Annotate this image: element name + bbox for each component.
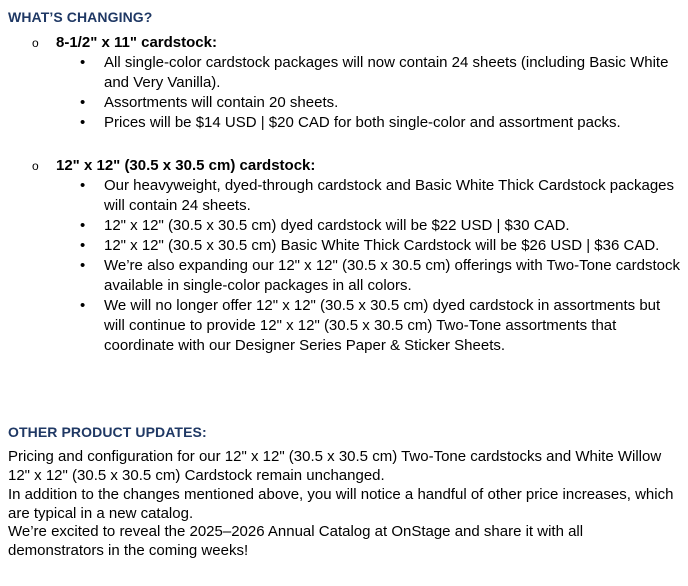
subsection-title: 12" x 12" (30.5 x 30.5 cm) cardstock: xyxy=(56,157,316,174)
list-item xyxy=(0,216,688,236)
list-item-text: Prices will be $14 USD | $20 CAD for both single-color and assortment packs. xyxy=(104,114,621,131)
list-item-text: We’re also expanding our 12" x 12" (30.5 x 30.5 cm) offerings with Two-Tone cardstock available in single-color packages in all colors. xyxy=(104,257,680,294)
bullet-dot-icon: • xyxy=(80,114,86,131)
bullet-dot-icon: • xyxy=(80,257,86,274)
list-item-text: Assortments will contain 20 sheets. xyxy=(104,94,339,111)
subsection-title: 8-1/2" x 11" cardstock: xyxy=(56,34,217,51)
bullet-dot-icon: • xyxy=(80,237,86,254)
list-item xyxy=(0,53,688,93)
list-item-text: We will no longer offer 12" x 12" (30.5 x 30.5 cm) dyed cardstock in assortments but will continue to provide 12" x 12" (30.5 x 30.5 cm) Two-Tone assortments that coordinate with our Designer Series Paper & Sticker Sheets. xyxy=(104,297,661,354)
hollow-bullet-icon: o xyxy=(32,159,39,173)
list-item-text: All single-color cardstock packages will now contain 24 sheets (including Basic White and Very Vanilla). xyxy=(104,54,669,91)
section-heading-whats-changing: WHAT’S CHANGING? xyxy=(8,9,153,25)
list-item xyxy=(0,93,688,113)
list-item-text: 12" x 12" (30.5 x 30.5 cm) dyed cardstock will be $22 USD | $30 CAD. xyxy=(104,217,570,234)
bullet-list-8x11 xyxy=(0,53,688,133)
section-heading-other-product-updates: OTHER PRODUCT UPDATES: xyxy=(8,424,207,440)
bullet-dot-icon: • xyxy=(80,54,86,71)
bullet-dot-icon: • xyxy=(80,177,86,194)
paragraph-price-increases: In addition to the changes mentioned above, you will notice a handful of other price increases, which are typical in a new catalog. xyxy=(8,486,674,522)
bullet-dot-icon: • xyxy=(80,297,86,314)
bullet-dot-icon: • xyxy=(80,217,86,234)
bullet-dot-icon: • xyxy=(80,94,86,111)
bullet-list-12x12 xyxy=(0,176,688,356)
list-item xyxy=(0,176,688,216)
list-item-text: 12" x 12" (30.5 x 30.5 cm) Basic White Thick Cardstock will be $26 USD | $36 CAD. xyxy=(104,237,660,254)
hollow-bullet-icon: o xyxy=(32,36,39,50)
list-item xyxy=(0,236,688,256)
list-item xyxy=(0,113,688,133)
paragraph-catalog-reveal: We’re excited to reveal the 2025–2026 Annual Catalog at OnStage and share it with all demonstrators in the coming weeks! xyxy=(8,523,584,559)
list-item xyxy=(0,296,688,356)
list-item-text: Our heavyweight, dyed-through cardstock and Basic White Thick Cardstock packages will contain 24 sheets. xyxy=(104,177,674,214)
paragraph-pricing-unchanged: Pricing and configuration for our 12" x 12" (30.5 x 30.5 cm) Two-Tone cardstocks and White Willow 12" x 12" (30.5 x 30.5 cm) Cardstock remain unchanged. xyxy=(8,448,662,484)
list-item xyxy=(0,256,688,296)
